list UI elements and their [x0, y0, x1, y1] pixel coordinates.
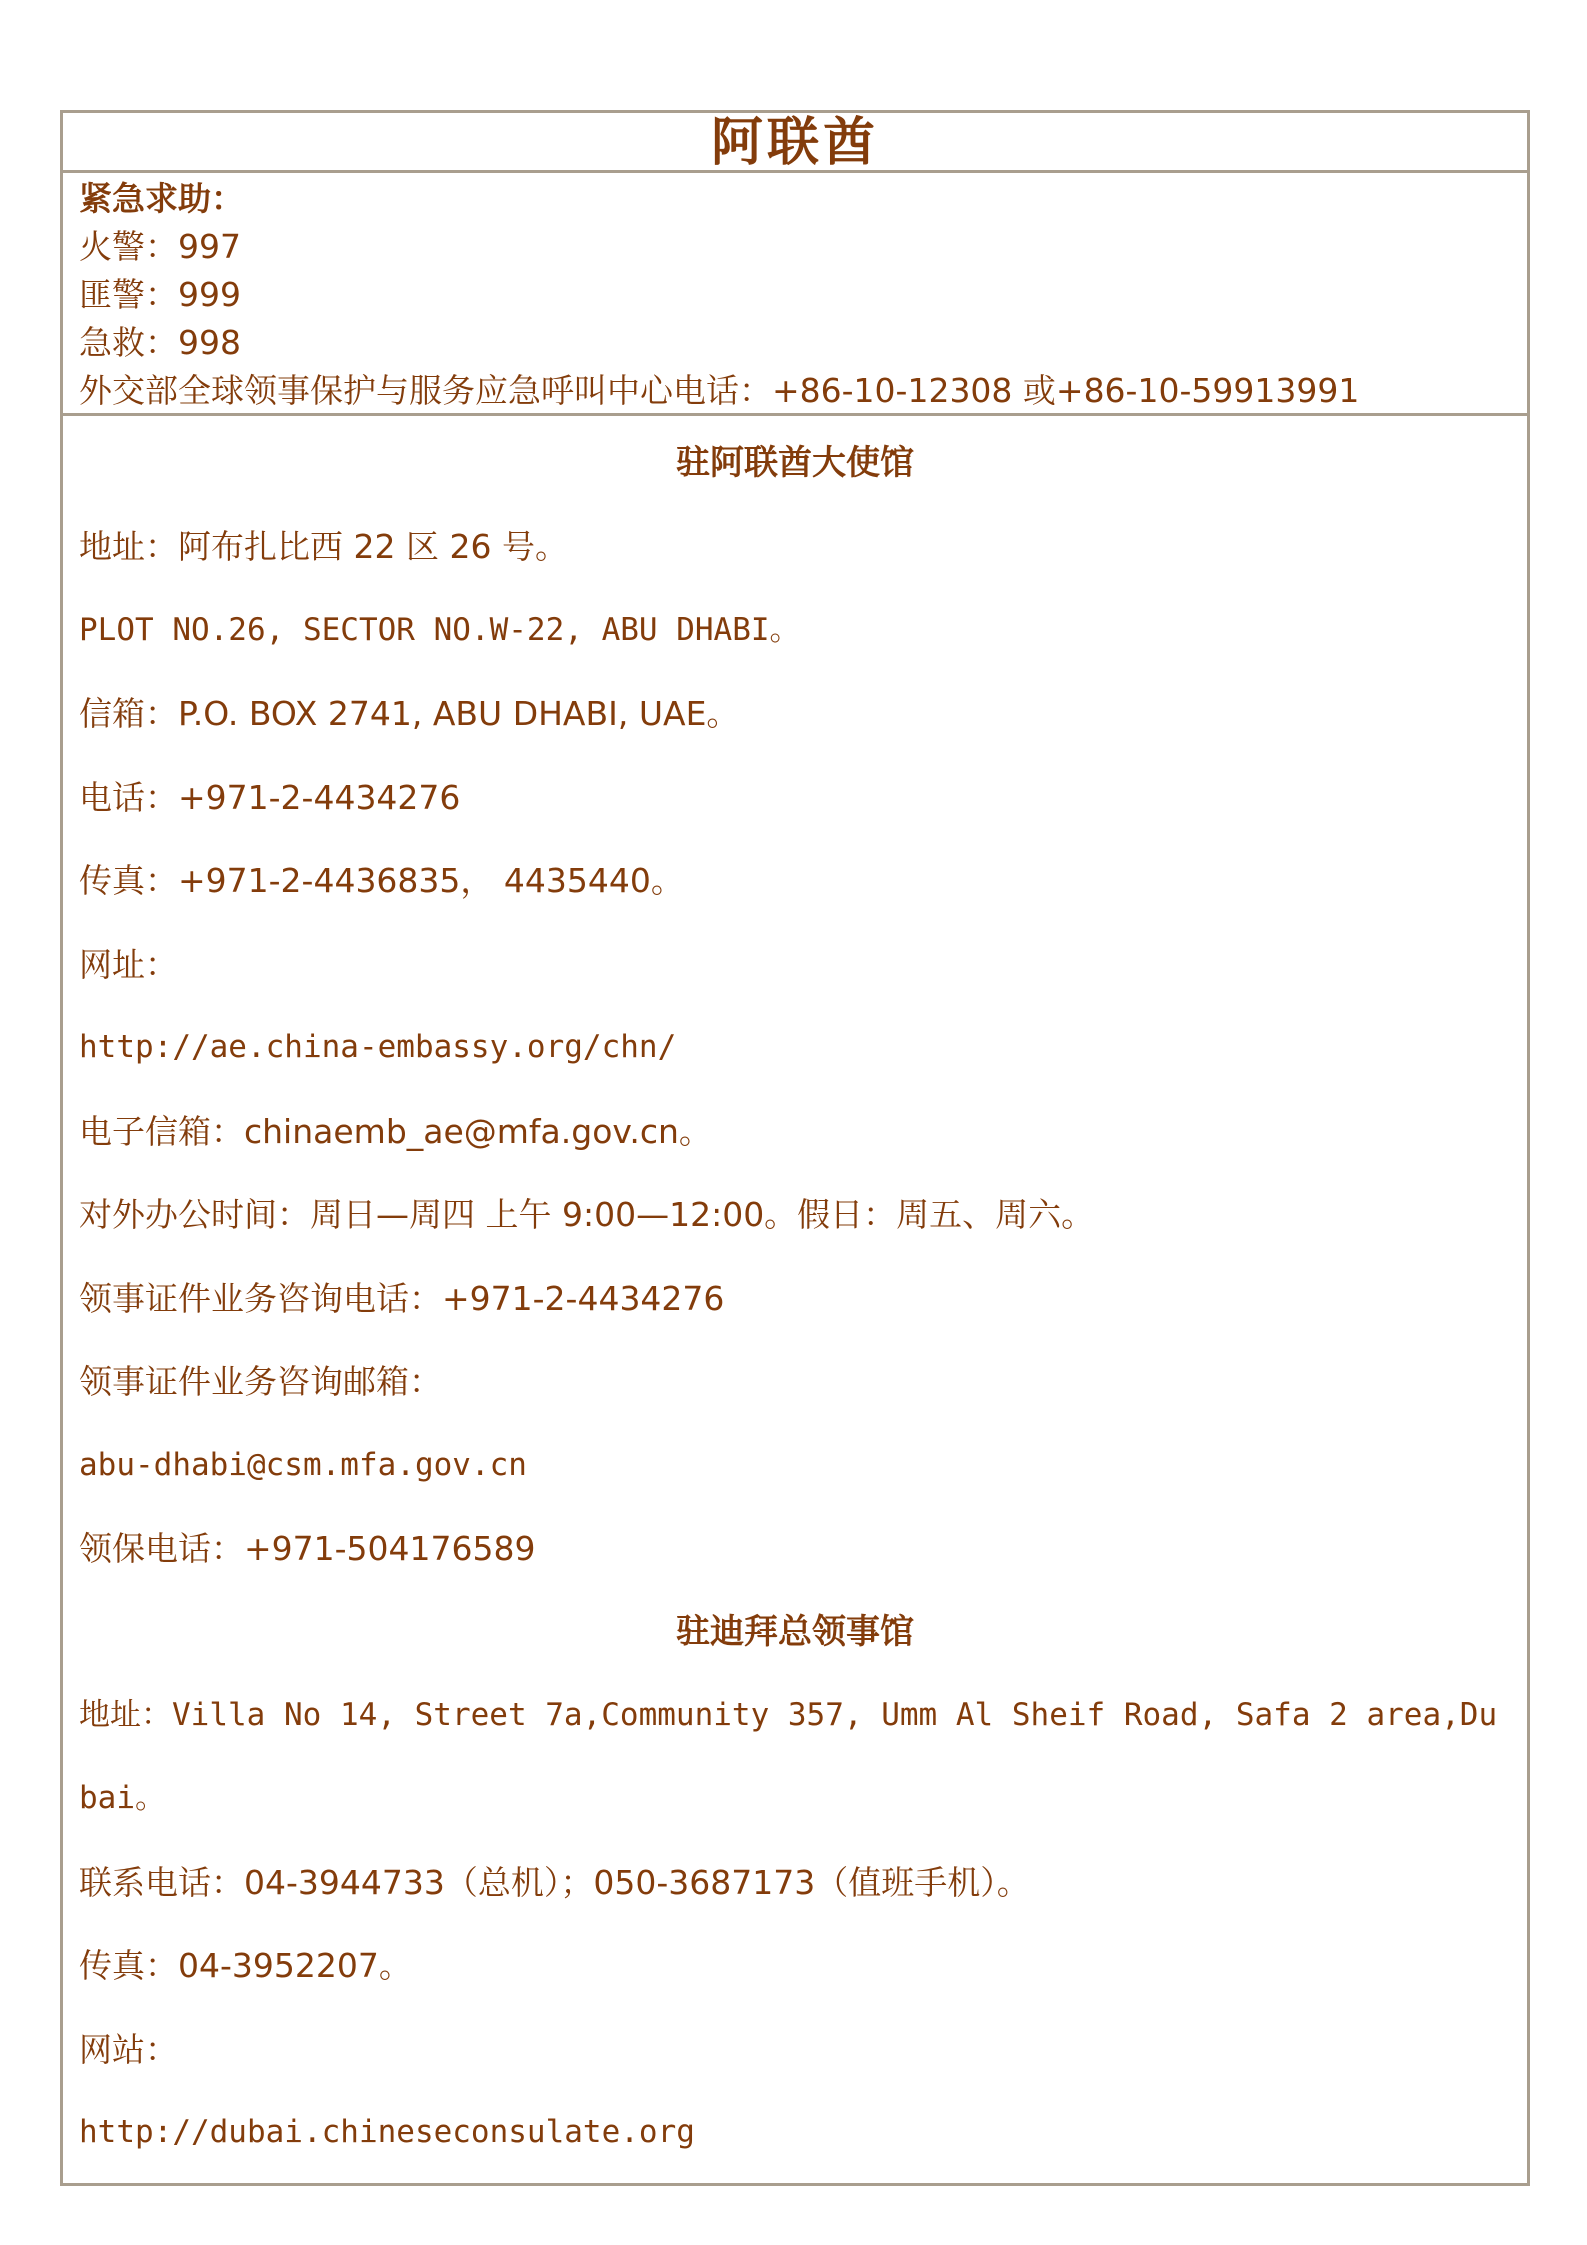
- embassy-address-cn: 地址：阿布扎比西 22 区 26 号。: [79, 527, 568, 566]
- emergency-section: [63, 173, 1527, 416]
- consulate-website-label: 网站：: [79, 2029, 178, 2069]
- embassy-mailbox: 信箱：P.O. BOX 2741, ABU DHABI, UAE。: [79, 694, 740, 733]
- embassy-phone: 电话：+971-2-4434276: [79, 777, 461, 817]
- emergency-heading: 紧急求助：: [79, 179, 244, 218]
- consulate-fax: 传真：04-3952207。: [79, 1946, 412, 1985]
- page-title: 阿联酋: [710, 113, 879, 173]
- missions-section: [63, 416, 1527, 2183]
- consulate-address-line2: bai。: [79, 1780, 166, 1816]
- embassy-email: 电子信箱：chinaemb_ae@mfa.gov.cn。: [79, 1111, 712, 1151]
- embassy-website-link[interactable]: http://ae.china-embassy.org/chn/: [79, 1029, 677, 1065]
- info-table: [60, 110, 1530, 2186]
- consular-email-label: 领事证件业务咨询邮箱：: [79, 1362, 442, 1401]
- title-row: [63, 113, 1527, 173]
- hotline-line: 外交部全球领事保护与服务应急呼叫中心电话：+86-10-12308 或+86-10-59913991: [79, 371, 1360, 410]
- consulate-phone: 联系电话：04-3944733（总机）；050-3687173（值班手机）。: [79, 1862, 1030, 1902]
- consular-phone: 领事证件业务咨询电话：+971-2-4434276: [79, 1278, 725, 1318]
- police-line: 匪警：999: [79, 275, 241, 314]
- consular-email-link[interactable]: abu-dhabi@csm.mfa.gov.cn: [79, 1446, 527, 1483]
- consulate-website-link[interactable]: http://dubai.chineseconsulate.org: [79, 2114, 695, 2150]
- protection-phone: 领保电话：+971-504176589: [79, 1529, 536, 1568]
- ambulance-line: 急救：998: [79, 323, 241, 362]
- embassy-office-hours: 对外办公时间：周日—周四 上午 9:00—12:00。假日：周五、周六。: [79, 1195, 1095, 1234]
- embassy-website-label: 网址：: [79, 944, 178, 984]
- fire-line: 火警：997: [79, 227, 241, 266]
- embassy-title: 驻阿联酋大使馆: [676, 443, 914, 483]
- consulate-address-line1: 地址：Villa No 14, Street 7a,Community 357, Umm Al Sheif Road, Safa 2 area,Du: [79, 1696, 1498, 1733]
- embassy-address-en: PLOT NO.26, SECTOR NO.W-22, ABU DHABI。: [79, 611, 801, 648]
- embassy-fax: 传真：+971-2-4436835， 4435440。: [79, 861, 684, 900]
- consulate-title: 驻迪拜总领事馆: [676, 1611, 914, 1652]
